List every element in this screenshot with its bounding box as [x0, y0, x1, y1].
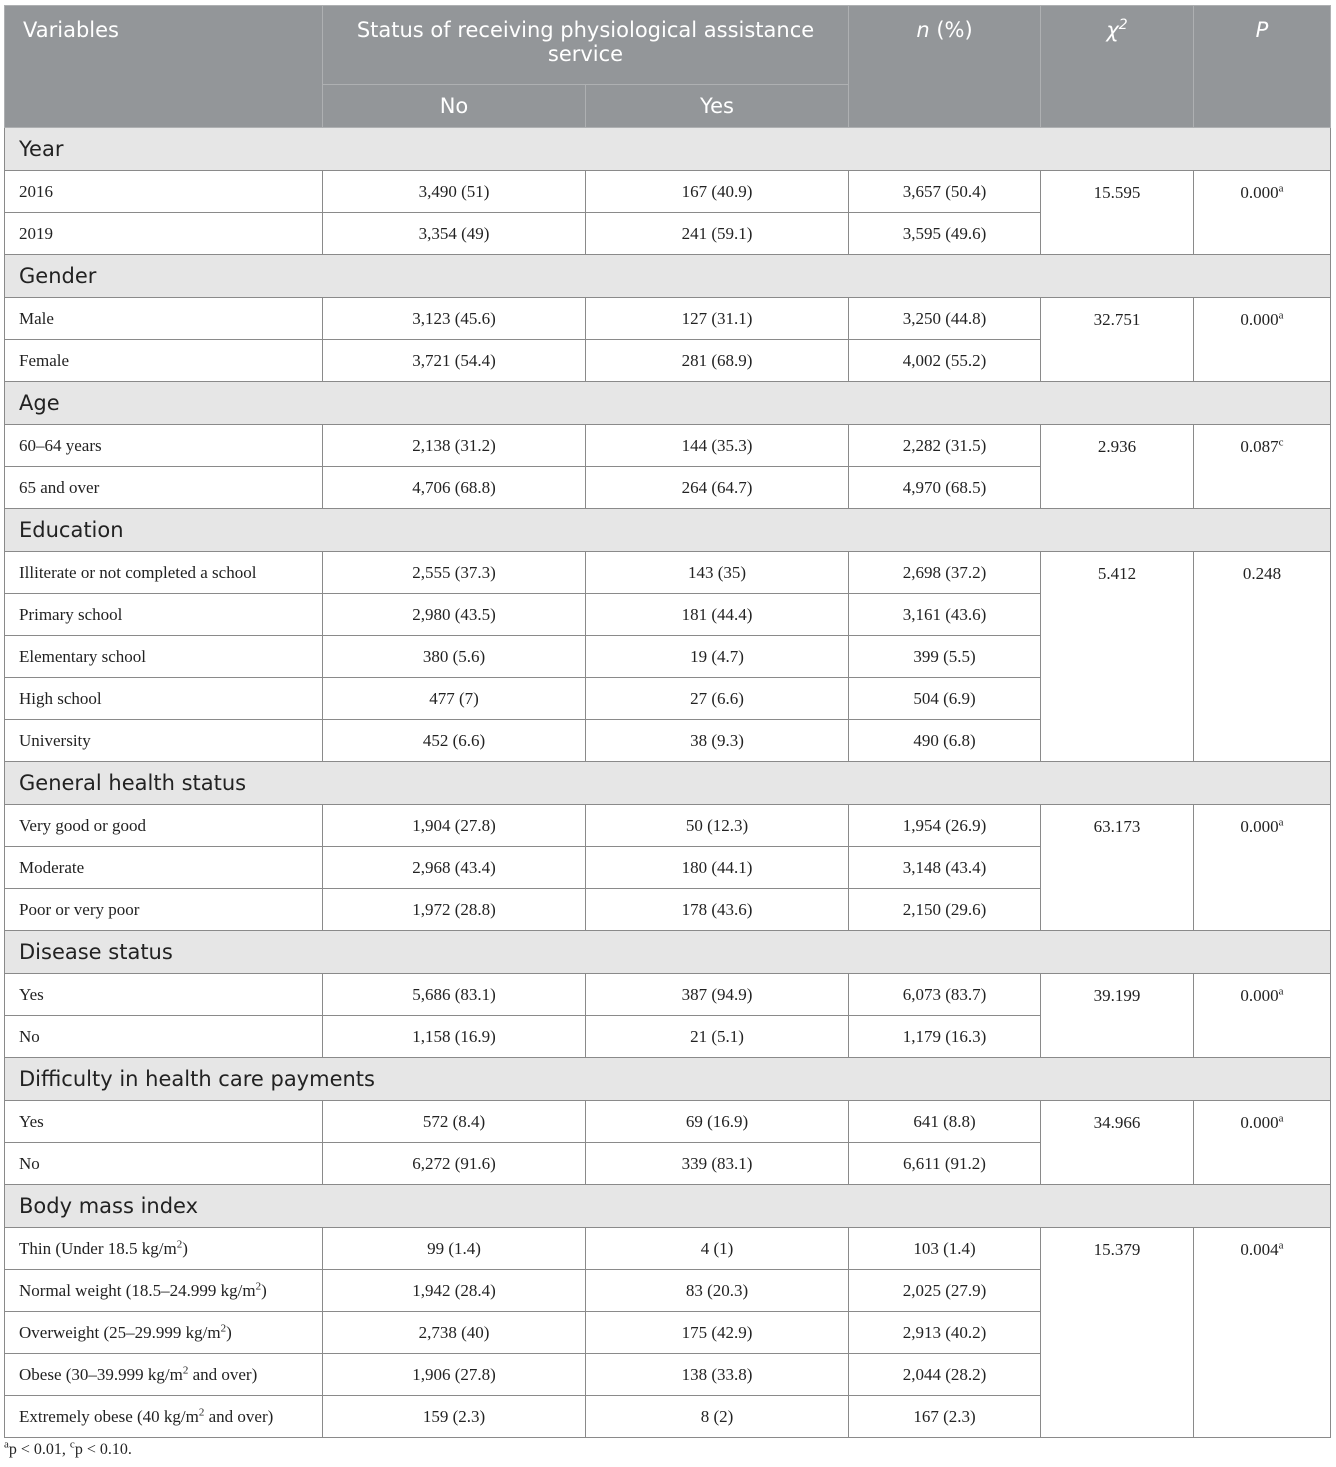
row-label-sup: 2	[182, 1363, 189, 1376]
p-value-text: 0.000	[1240, 310, 1279, 329]
cell-p-value	[1194, 552, 1331, 762]
row-label	[5, 594, 323, 636]
section-header-row	[5, 509, 1331, 552]
cell-yes: 4 (1)	[586, 1228, 849, 1270]
cell-n-percent: 167 (2.3)	[849, 1396, 1041, 1438]
cell-yes: 167 (40.9)	[586, 171, 849, 213]
table-row	[5, 805, 1331, 847]
row-label-text: Overweight (25–29.999 kg/m	[19, 1322, 221, 1342]
row-label	[5, 213, 323, 255]
footnote-c-text: p < 0.10.	[74, 1441, 132, 1458]
row-label	[5, 1270, 323, 1312]
cell-chi-square: 63.173	[1041, 805, 1194, 931]
row-label	[5, 974, 323, 1016]
section-title: Education	[5, 509, 1331, 552]
row-label-sup: 2	[255, 1279, 262, 1292]
header-chi-label: χ	[1106, 18, 1119, 42]
section-header-row	[5, 931, 1331, 974]
header-yes: Yes	[586, 85, 849, 128]
row-label	[5, 1143, 323, 1185]
header-chi-square	[1041, 6, 1194, 128]
cell-p-value	[1194, 1101, 1331, 1185]
cell-n-percent: 2,282 (31.5)	[849, 425, 1041, 467]
table-row	[5, 1228, 1331, 1270]
cell-yes: 387 (94.9)	[586, 974, 849, 1016]
cell-n-percent: 3,161 (43.6)	[849, 594, 1041, 636]
row-label	[5, 171, 323, 213]
cell-no: 2,738 (40)	[323, 1312, 586, 1354]
cell-n-percent: 504 (6.9)	[849, 678, 1041, 720]
cell-n-percent: 490 (6.8)	[849, 720, 1041, 762]
cell-yes: 8 (2)	[586, 1396, 849, 1438]
cell-yes: 339 (83.1)	[586, 1143, 849, 1185]
header-n-pct: (%)	[936, 18, 973, 42]
section-title: Year	[5, 128, 1331, 171]
row-label	[5, 340, 323, 382]
p-value-text: 0.248	[1242, 564, 1282, 583]
p-value-sup: a	[1278, 182, 1284, 195]
cell-no: 5,686 (83.1)	[323, 974, 586, 1016]
header-n-label: n	[916, 18, 930, 42]
row-label-suffix: )	[261, 1280, 267, 1300]
cell-no: 1,942 (28.4)	[323, 1270, 586, 1312]
cell-n-percent: 2,150 (29.6)	[849, 889, 1041, 931]
row-label-sup: 2	[198, 1405, 205, 1418]
row-label-text: Normal weight (18.5–24.999 kg/m	[19, 1280, 256, 1300]
row-label-suffix: )	[226, 1322, 232, 1342]
cell-yes: 21 (5.1)	[586, 1016, 849, 1058]
row-label-sup: 2	[220, 1321, 227, 1334]
cell-no: 2,968 (43.4)	[323, 847, 586, 889]
cell-no: 452 (6.6)	[323, 720, 586, 762]
row-label-text: Yes	[19, 1111, 44, 1131]
row-label-text: Elementary school	[19, 646, 146, 666]
row-label	[5, 889, 323, 931]
cell-chi-square: 34.966	[1041, 1101, 1194, 1185]
row-label	[5, 298, 323, 340]
table-row	[5, 1101, 1331, 1143]
row-label	[5, 678, 323, 720]
cell-n-percent: 3,250 (44.8)	[849, 298, 1041, 340]
cell-n-percent: 3,657 (50.4)	[849, 171, 1041, 213]
cell-no: 3,354 (49)	[323, 213, 586, 255]
table-body	[5, 128, 1331, 1438]
cell-p-value	[1194, 805, 1331, 931]
cell-yes: 181 (44.4)	[586, 594, 849, 636]
p-value-sup: c	[1278, 436, 1284, 449]
cell-p-value	[1194, 1228, 1331, 1438]
cell-chi-square: 15.379	[1041, 1228, 1194, 1438]
row-label-text: 60–64 years	[19, 435, 102, 455]
cell-yes: 178 (43.6)	[586, 889, 849, 931]
row-label	[5, 805, 323, 847]
row-label	[5, 425, 323, 467]
cell-n-percent: 2,698 (37.2)	[849, 552, 1041, 594]
cell-n-percent: 4,970 (68.5)	[849, 467, 1041, 509]
cell-yes: 138 (33.8)	[586, 1354, 849, 1396]
row-label-text: Moderate	[19, 857, 85, 877]
cell-no: 6,272 (91.6)	[323, 1143, 586, 1185]
cell-yes: 69 (16.9)	[586, 1101, 849, 1143]
cell-yes: 180 (44.1)	[586, 847, 849, 889]
section-header-row	[5, 762, 1331, 805]
cell-p-value	[1194, 425, 1331, 509]
section-title: Disease status	[5, 931, 1331, 974]
cell-no: 4,706 (68.8)	[323, 467, 586, 509]
cell-yes: 144 (35.3)	[586, 425, 849, 467]
cell-n-percent: 6,611 (91.2)	[849, 1143, 1041, 1185]
header-status-group: Status of receiving physiological assistance service	[323, 6, 849, 85]
cell-p-value	[1194, 974, 1331, 1058]
cell-n-percent: 2,913 (40.2)	[849, 1312, 1041, 1354]
row-label-text: No	[19, 1026, 40, 1046]
cell-n-percent: 399 (5.5)	[849, 636, 1041, 678]
table-row	[5, 425, 1331, 467]
cell-chi-square: 39.199	[1041, 974, 1194, 1058]
row-label-suffix: and over)	[204, 1406, 274, 1426]
row-label-suffix: )	[182, 1238, 188, 1258]
section-title: General health status	[5, 762, 1331, 805]
cell-n-percent: 4,002 (55.2)	[849, 340, 1041, 382]
p-value-text: 0.000	[1240, 1113, 1279, 1132]
row-label-text: Obese (30–39.999 kg/m	[19, 1364, 183, 1384]
cell-n-percent: 641 (8.8)	[849, 1101, 1041, 1143]
row-label	[5, 1101, 323, 1143]
cell-no: 2,138 (31.2)	[323, 425, 586, 467]
row-label-text: Very good or good	[19, 815, 147, 835]
section-header-row	[5, 128, 1331, 171]
footnote-c-sup: c	[69, 1438, 75, 1451]
row-label-text: University	[19, 730, 91, 750]
cell-no: 2,555 (37.3)	[323, 552, 586, 594]
cell-no: 2,980 (43.5)	[323, 594, 586, 636]
cell-p-value	[1194, 298, 1331, 382]
cell-no: 380 (5.6)	[323, 636, 586, 678]
header-variables: Variables	[5, 6, 323, 128]
cell-no: 572 (8.4)	[323, 1101, 586, 1143]
cell-yes: 27 (6.6)	[586, 678, 849, 720]
section-header-row	[5, 1058, 1331, 1101]
row-label	[5, 1312, 323, 1354]
cell-chi-square: 32.751	[1041, 298, 1194, 382]
p-value-sup: a	[1278, 309, 1284, 322]
row-label	[5, 467, 323, 509]
row-label	[5, 720, 323, 762]
cell-yes: 281 (68.9)	[586, 340, 849, 382]
p-value-text: 0.000	[1240, 183, 1279, 202]
cell-yes: 143 (35)	[586, 552, 849, 594]
cell-yes: 50 (12.3)	[586, 805, 849, 847]
cell-n-percent: 1,954 (26.9)	[849, 805, 1041, 847]
cell-chi-square: 2.936	[1041, 425, 1194, 509]
p-value-text: 0.000	[1240, 986, 1279, 1005]
header-p-value: P	[1194, 6, 1331, 128]
cell-chi-square: 5.412	[1041, 552, 1194, 762]
cell-yes: 241 (59.1)	[586, 213, 849, 255]
section-header-row	[5, 255, 1331, 298]
cell-no: 3,721 (54.4)	[323, 340, 586, 382]
table-footnote	[4, 1438, 132, 1459]
row-label	[5, 552, 323, 594]
row-label	[5, 847, 323, 889]
p-value-text: 0.000	[1240, 817, 1279, 836]
cell-yes: 19 (4.7)	[586, 636, 849, 678]
footnote-a-text: p < 0.01,	[8, 1441, 70, 1458]
section-title: Difficulty in health care payments	[5, 1058, 1331, 1101]
cell-no: 1,906 (27.8)	[323, 1354, 586, 1396]
p-value-text: 0.004	[1240, 1240, 1279, 1259]
table-row	[5, 171, 1331, 213]
header-no: No	[323, 85, 586, 128]
cell-n-percent: 3,148 (43.4)	[849, 847, 1041, 889]
row-label-text: Female	[19, 350, 70, 370]
cell-n-percent: 6,073 (83.7)	[849, 974, 1041, 1016]
cell-no: 99 (1.4)	[323, 1228, 586, 1270]
row-label-text: Extremely obese (40 kg/m	[19, 1406, 199, 1426]
table-row	[5, 974, 1331, 1016]
cell-no: 3,490 (51)	[323, 171, 586, 213]
p-value-sup: a	[1278, 1239, 1284, 1252]
cell-no: 1,904 (27.8)	[323, 805, 586, 847]
p-value-text: 0.087	[1240, 437, 1279, 456]
results-table	[4, 5, 1331, 1438]
row-label	[5, 1016, 323, 1058]
cell-no: 477 (7)	[323, 678, 586, 720]
row-label-text: Primary school	[19, 604, 123, 624]
p-value-sup: a	[1278, 1112, 1284, 1125]
cell-no: 1,158 (16.9)	[323, 1016, 586, 1058]
p-value-sup: a	[1278, 816, 1284, 829]
cell-yes: 38 (9.3)	[586, 720, 849, 762]
row-label	[5, 636, 323, 678]
row-label-suffix: and over)	[188, 1364, 258, 1384]
row-label-text: Thin (Under 18.5 kg/m	[19, 1238, 177, 1258]
cell-yes: 83 (20.3)	[586, 1270, 849, 1312]
row-label	[5, 1228, 323, 1270]
row-label-text: High school	[19, 688, 102, 708]
cell-n-percent: 2,025 (27.9)	[849, 1270, 1041, 1312]
cell-p-value	[1194, 171, 1331, 255]
cell-yes: 127 (31.1)	[586, 298, 849, 340]
cell-chi-square: 15.595	[1041, 171, 1194, 255]
p-value-sup: a	[1278, 985, 1284, 998]
cell-n-percent: 1,179 (16.3)	[849, 1016, 1041, 1058]
row-label-sup: 2	[176, 1237, 183, 1250]
cell-no: 1,972 (28.8)	[323, 889, 586, 931]
cell-n-percent: 3,595 (49.6)	[849, 213, 1041, 255]
section-title: Body mass index	[5, 1185, 1331, 1228]
row-label-text: Illiterate or not completed a school	[19, 562, 257, 582]
cell-yes: 175 (42.9)	[586, 1312, 849, 1354]
table-row	[5, 298, 1331, 340]
cell-n-percent: 103 (1.4)	[849, 1228, 1041, 1270]
cell-no: 3,123 (45.6)	[323, 298, 586, 340]
section-header-row	[5, 1185, 1331, 1228]
row-label-text: Poor or very poor	[19, 899, 140, 919]
header-chi-sup: 2	[1118, 17, 1128, 33]
row-label-text: No	[19, 1153, 40, 1173]
row-label	[5, 1354, 323, 1396]
footnote-a-sup: a	[4, 1438, 9, 1451]
row-label-text: Yes	[19, 984, 44, 1004]
section-header-row	[5, 382, 1331, 425]
cell-no: 159 (2.3)	[323, 1396, 586, 1438]
row-label-text: 2019	[19, 223, 53, 243]
section-title: Age	[5, 382, 1331, 425]
header-n-percent	[849, 6, 1041, 128]
row-label-text: 65 and over	[19, 477, 100, 497]
section-title: Gender	[5, 255, 1331, 298]
cell-n-percent: 2,044 (28.2)	[849, 1354, 1041, 1396]
row-label	[5, 1396, 323, 1438]
table-row	[5, 552, 1331, 594]
row-label-text: 2016	[19, 181, 53, 201]
cell-yes: 264 (64.7)	[586, 467, 849, 509]
row-label-text: Male	[19, 308, 54, 328]
